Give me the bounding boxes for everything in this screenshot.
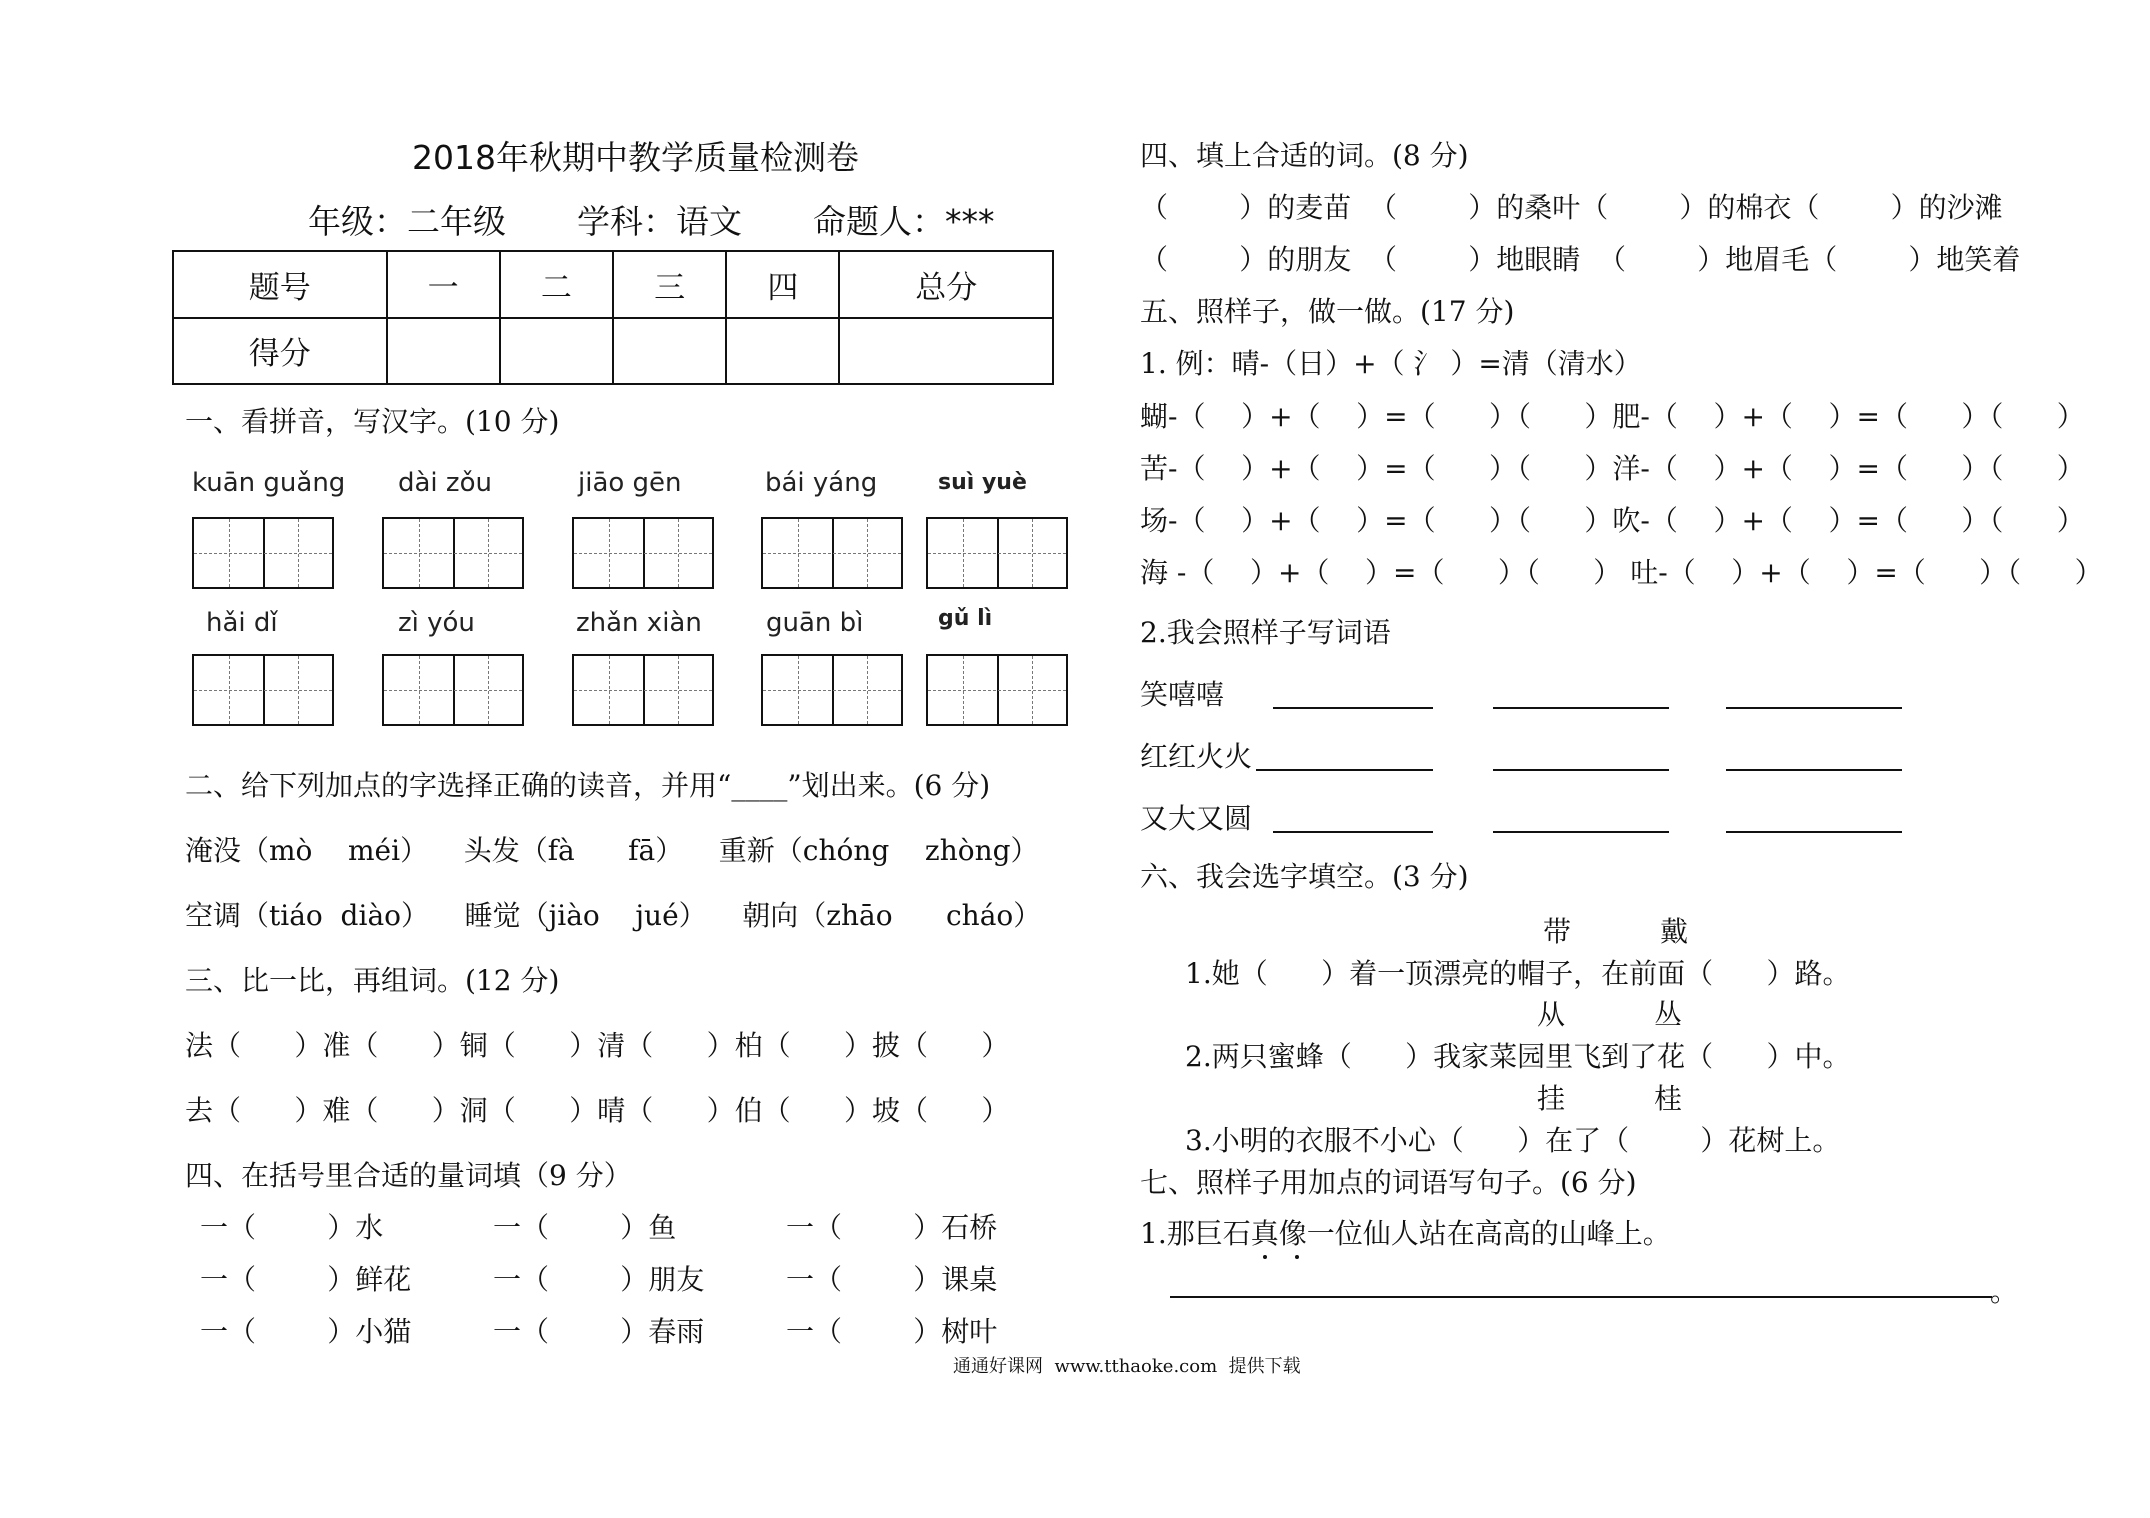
choice-sentence: 3.小明的衣服不小心（ ）在了（ ）花树上。 xyxy=(1185,1124,1841,1157)
score-input-cell[interactable] xyxy=(613,318,726,385)
score-input-cell[interactable] xyxy=(839,318,1053,385)
right-section-5-title: 五、照样子，做一做。(17 分) xyxy=(1140,295,1515,328)
fill-words-line: （ ）的朋友 （ ）地眼睛 （ ）地眉毛（ ）地笑着 xyxy=(1140,243,2021,276)
score-cell: 三 xyxy=(613,251,726,318)
score-input-cell[interactable] xyxy=(387,318,500,385)
section-3-title: 三、比一比，再组词。(12 分) xyxy=(185,964,560,997)
right-section-7-title: 七、照样子用加点的词语写句子。(6 分) xyxy=(1140,1166,1637,1199)
answer-line[interactable] xyxy=(1493,707,1669,709)
answer-line[interactable] xyxy=(1273,831,1433,833)
measure-word-item: 一（ ）石桥 xyxy=(786,1211,998,1244)
radical-exercise-line: 场-（ ）+（ ）=（ ）（ ）吹-（ ）+（ ）=（ ）（ ） xyxy=(1140,504,2085,537)
author-label: 命题人：*** xyxy=(813,202,995,241)
measure-word-item: 一（ ）春雨 xyxy=(493,1315,705,1348)
answer-line[interactable] xyxy=(1726,831,1902,833)
reading-choice-line: 淹没（mò méi） 头发（fà fā） 重新（chóng zhòng） xyxy=(185,834,1039,867)
sentence-example: 1.那巨石真像一位仙人站在高高的山峰上。 xyxy=(1140,1217,1671,1250)
measure-word-item: 一（ ）朋友 xyxy=(493,1263,705,1296)
writing-grid[interactable] xyxy=(761,517,903,589)
radical-exercise-line: 海 -（ ）+（ ）=（ ）（ ） 吐-（ ）+（ ）=（ ）（ ） xyxy=(1140,556,2103,589)
writing-grid[interactable] xyxy=(382,654,524,726)
score-input-cell[interactable] xyxy=(500,318,613,385)
section-2-title: 二、给下列加点的字选择正确的读音，并用“____”划出来。(6 分) xyxy=(185,769,991,802)
answer-line[interactable] xyxy=(1726,707,1902,709)
score-cell: 二 xyxy=(500,251,613,318)
score-cell: 总分 xyxy=(839,251,1053,318)
answer-line[interactable] xyxy=(1256,769,1433,771)
page-title: 2018年秋期中教学质量检测卷 xyxy=(412,138,859,177)
choice-sentence: 2.两只蜜蜂（ ）我家菜园里飞到了花（ ）中。 xyxy=(1185,1040,1851,1073)
measure-word-item: 一（ ）水 xyxy=(200,1211,384,1244)
writing-grid[interactable] xyxy=(572,517,714,589)
word-pattern-example: 又大又圆 xyxy=(1140,802,1253,835)
pinyin-label: jiāo gēn xyxy=(578,468,682,498)
pinyin-label: zhǎn xiàn xyxy=(576,608,702,638)
pinyin-label: dài zǒu xyxy=(398,468,492,498)
emphasis-dot xyxy=(1263,1255,1267,1259)
compare-words-line: 去（ ）难（ ）洞（ ）晴（ ）伯（ ）坡（ ） xyxy=(185,1094,1010,1127)
choice-sentence: 1.她（ ）着一顶漂亮的帽子，在前面（ ）路。 xyxy=(1185,957,1851,990)
pinyin-label: kuān guǎng xyxy=(192,468,346,498)
radical-exercise-line: 苦-（ ）+（ ）=（ ）（ ）洋-（ ）+（ ）=（ ）（ ） xyxy=(1140,452,2085,485)
measure-word-item: 一（ ）小猫 xyxy=(200,1315,412,1348)
writing-grid[interactable] xyxy=(192,517,334,589)
measure-word-item: 一（ ）树叶 xyxy=(786,1315,998,1348)
writing-grid[interactable] xyxy=(926,654,1068,726)
section-5-example: 1. 例：晴-（日）+（ 氵 ）=清（清水） xyxy=(1140,347,1642,380)
answer-line[interactable] xyxy=(1726,769,1902,771)
choice-characters: 带 戴 xyxy=(1543,915,1689,948)
section-4-title: 四、在括号里合适的量词填（9 分） xyxy=(185,1159,632,1192)
pinyin-label: gǔ lì xyxy=(938,606,993,631)
section-5-subtitle: 2.我会照样子写词语 xyxy=(1140,616,1391,649)
score-input-cell[interactable] xyxy=(726,318,839,385)
pinyin-label: bái yáng xyxy=(765,468,878,498)
choice-characters: 挂 桂 xyxy=(1537,1082,1683,1115)
radical-exercise-line: 蝴-（ ）+（ ）=（ ）（ ）肥-（ ）+（ ）=（ ）（ ） xyxy=(1140,400,2085,433)
emphasis-dot xyxy=(1295,1255,1299,1259)
word-pattern-example: 红红火火 xyxy=(1140,740,1253,773)
right-section-4-title: 四、填上合适的词。(8 分) xyxy=(1140,139,1469,172)
writing-grid[interactable] xyxy=(192,654,334,726)
fill-words-line: （ ）的麦苗 （ ）的桑叶（ ）的棉衣（ ）的沙滩 xyxy=(1140,191,2003,224)
pinyin-label: zì yóu xyxy=(398,608,475,638)
right-section-6-title: 六、我会选字填空。(3 分) xyxy=(1140,860,1469,893)
sentence-period: 。 xyxy=(1990,1275,2019,1308)
answer-line[interactable] xyxy=(1493,831,1669,833)
word-pattern-example: 笑嘻嘻 xyxy=(1140,678,1225,711)
answer-line[interactable] xyxy=(1493,769,1669,771)
grade-label: 年级：二年级 xyxy=(308,202,506,241)
choice-characters: 从 丛 xyxy=(1537,998,1683,1031)
footer-credit: 通通好课网 www.tthaoke.com 提供下载 xyxy=(953,1356,1301,1377)
answer-line[interactable] xyxy=(1273,707,1433,709)
sentence-answer-line[interactable] xyxy=(1170,1296,1992,1298)
score-row-label: 得分 xyxy=(173,318,387,385)
pinyin-label: guān bì xyxy=(766,608,864,638)
pinyin-label: suì yuè xyxy=(938,470,1027,495)
measure-word-item: 一（ ）鱼 xyxy=(493,1211,677,1244)
writing-grid[interactable] xyxy=(926,517,1068,589)
section-1-title: 一、看拼音，写汉字。(10 分) xyxy=(185,405,560,438)
score-table xyxy=(172,250,1054,385)
score-cell: 一 xyxy=(387,251,500,318)
subject-label: 学科：语文 xyxy=(577,202,742,241)
reading-choice-line: 空调（tiáo diào） 睡觉（jiào jué） 朝向（zhāo cháo） xyxy=(185,899,1042,932)
measure-word-item: 一（ ）课桌 xyxy=(786,1263,998,1296)
measure-word-item: 一（ ）鲜花 xyxy=(200,1263,412,1296)
score-cell: 题号 xyxy=(173,251,387,318)
pinyin-label: hǎi dǐ xyxy=(206,608,278,638)
score-cell: 四 xyxy=(726,251,839,318)
score-table-header-row xyxy=(173,251,1053,318)
writing-grid[interactable] xyxy=(382,517,524,589)
compare-words-line: 法（ ）准（ ）铜（ ）清（ ）柏（ ）披（ ） xyxy=(185,1029,1010,1062)
writing-grid[interactable] xyxy=(761,654,903,726)
writing-grid[interactable] xyxy=(572,654,714,726)
score-table-score-row xyxy=(173,318,1053,385)
